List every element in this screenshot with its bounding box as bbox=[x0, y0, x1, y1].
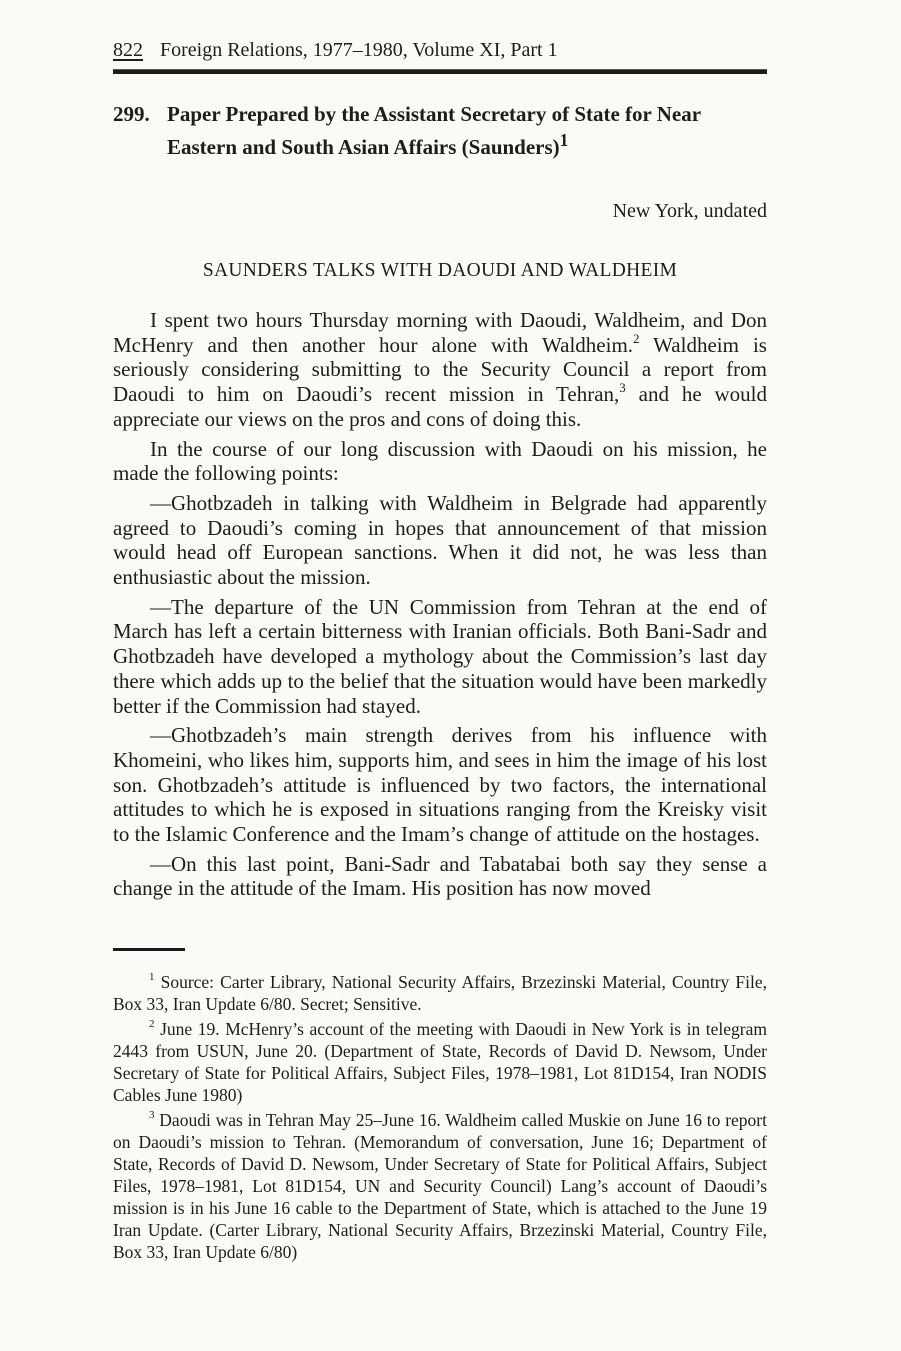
header-rule bbox=[113, 69, 767, 74]
body-paragraph-2: In the course of our long discussion with Daoudi on his mission, he made the following points: bbox=[113, 436, 767, 486]
body-paragraph-4: —The departure of the UN Commission from Tehran at the end of March has left a certain bitterness with Iranian officials. Both Bani-Sadr and Ghotbzadeh have developed a mythology about the Commission’s last day there which adds up to the belief that the situation would have been markedly better if the Commission had stayed. bbox=[113, 594, 767, 718]
volume-title: Foreign Relations, 1977–1980, Volume XI, Part 1 bbox=[160, 39, 558, 61]
page-number: 822 bbox=[113, 39, 143, 61]
body-paragraph-6: —On this last point, Bani-Sadr and Tabatabai both say they sense a change in the attitude of the Imam. His position has now moved bbox=[113, 851, 767, 901]
document-title: Paper Prepared by the Assistant Secretary of State for Near Eastern and South Asian Affairs (Saunders)$^1$ bbox=[167, 102, 701, 159]
footnote-3: $^3$ Daoudi was in Tehran May 25–June 16. Waldheim called Muskie on June 16 to report on Daoudi’s mission to Tehran. (Memorandum of conversation, June 16; Department of State, Records of David D. Newsom, Under Secretary of State for Political Affairs, Subject Files, 1978–1981, Lot 81D154, UN and Security Council) Lang’s account of Daoudi’s mission is in his June 16 cable to the Department of State, which is attached to the June 19 Iran Update. (Carter Library, National Security Affairs, Brzezinski Material, Country File, Box 33, Iran Update 6/80) bbox=[113, 1108, 767, 1262]
footnotes-section bbox=[113, 948, 767, 1266]
document-heading bbox=[113, 102, 767, 160]
document-number: 299. bbox=[113, 102, 150, 126]
footnote-separator-rule bbox=[113, 948, 185, 951]
body-paragraph-5: —Ghotbzadeh’s main strength derives from his influence with Khomeini, who likes him, supports him, and sees in him the image of his lost son. Ghotbzadeh’s attitude is influenced by two factors, the international attitudes to which he is exposed in situations ranging from the Kreisky visit to the Islamic Conference and the Imam’s change of attitude on the hostages. bbox=[113, 723, 767, 847]
body-paragraph-3: —Ghotbzadeh in talking with Waldheim in Belgrade had apparently agreed to Daoudi’s coming in hopes that announcement of that mission would head off European sanctions. When it did not, he was less than enthusiastic about the mission. bbox=[113, 490, 767, 590]
running-head bbox=[113, 38, 767, 62]
subject-heading: SAUNDERS TALKS WITH DAOUDI AND WALDHEIM bbox=[202, 260, 678, 281]
footnote-1: $^1$ Source: Carter Library, National Security Affairs, Brzezinski Material, Country File, Box 33, Iran Update 6/80. Secret; Sensitive. bbox=[113, 970, 767, 1014]
footnote-2: $^2$ June 19. McHenry’s account of the meeting with Daoudi in New York is in telegram 2443 from USUN, June 20. (Department of State, Records of David D. Newsom, Under Secretary of State for Political Affairs, Subject Files, 1978–1981, Lot 81D154, Iran NODIS Cables June 1980) bbox=[113, 1017, 767, 1105]
document-body bbox=[113, 102, 767, 901]
paragraph-container bbox=[113, 308, 767, 901]
body-paragraph-1: I spent two hours Thursday morning with Daoudi, Waldheim, and Don McHenry and then another hour alone with Waldheim.$^2$ Waldheim is seriously considering submitting to the Security Council a report from Daoudi to him on Daoudi’s recent mission in Tehran,$^3$ and he would appreciate our views on the pros and cons of doing this. bbox=[113, 308, 767, 431]
dateline: New York, undated bbox=[612, 200, 767, 222]
